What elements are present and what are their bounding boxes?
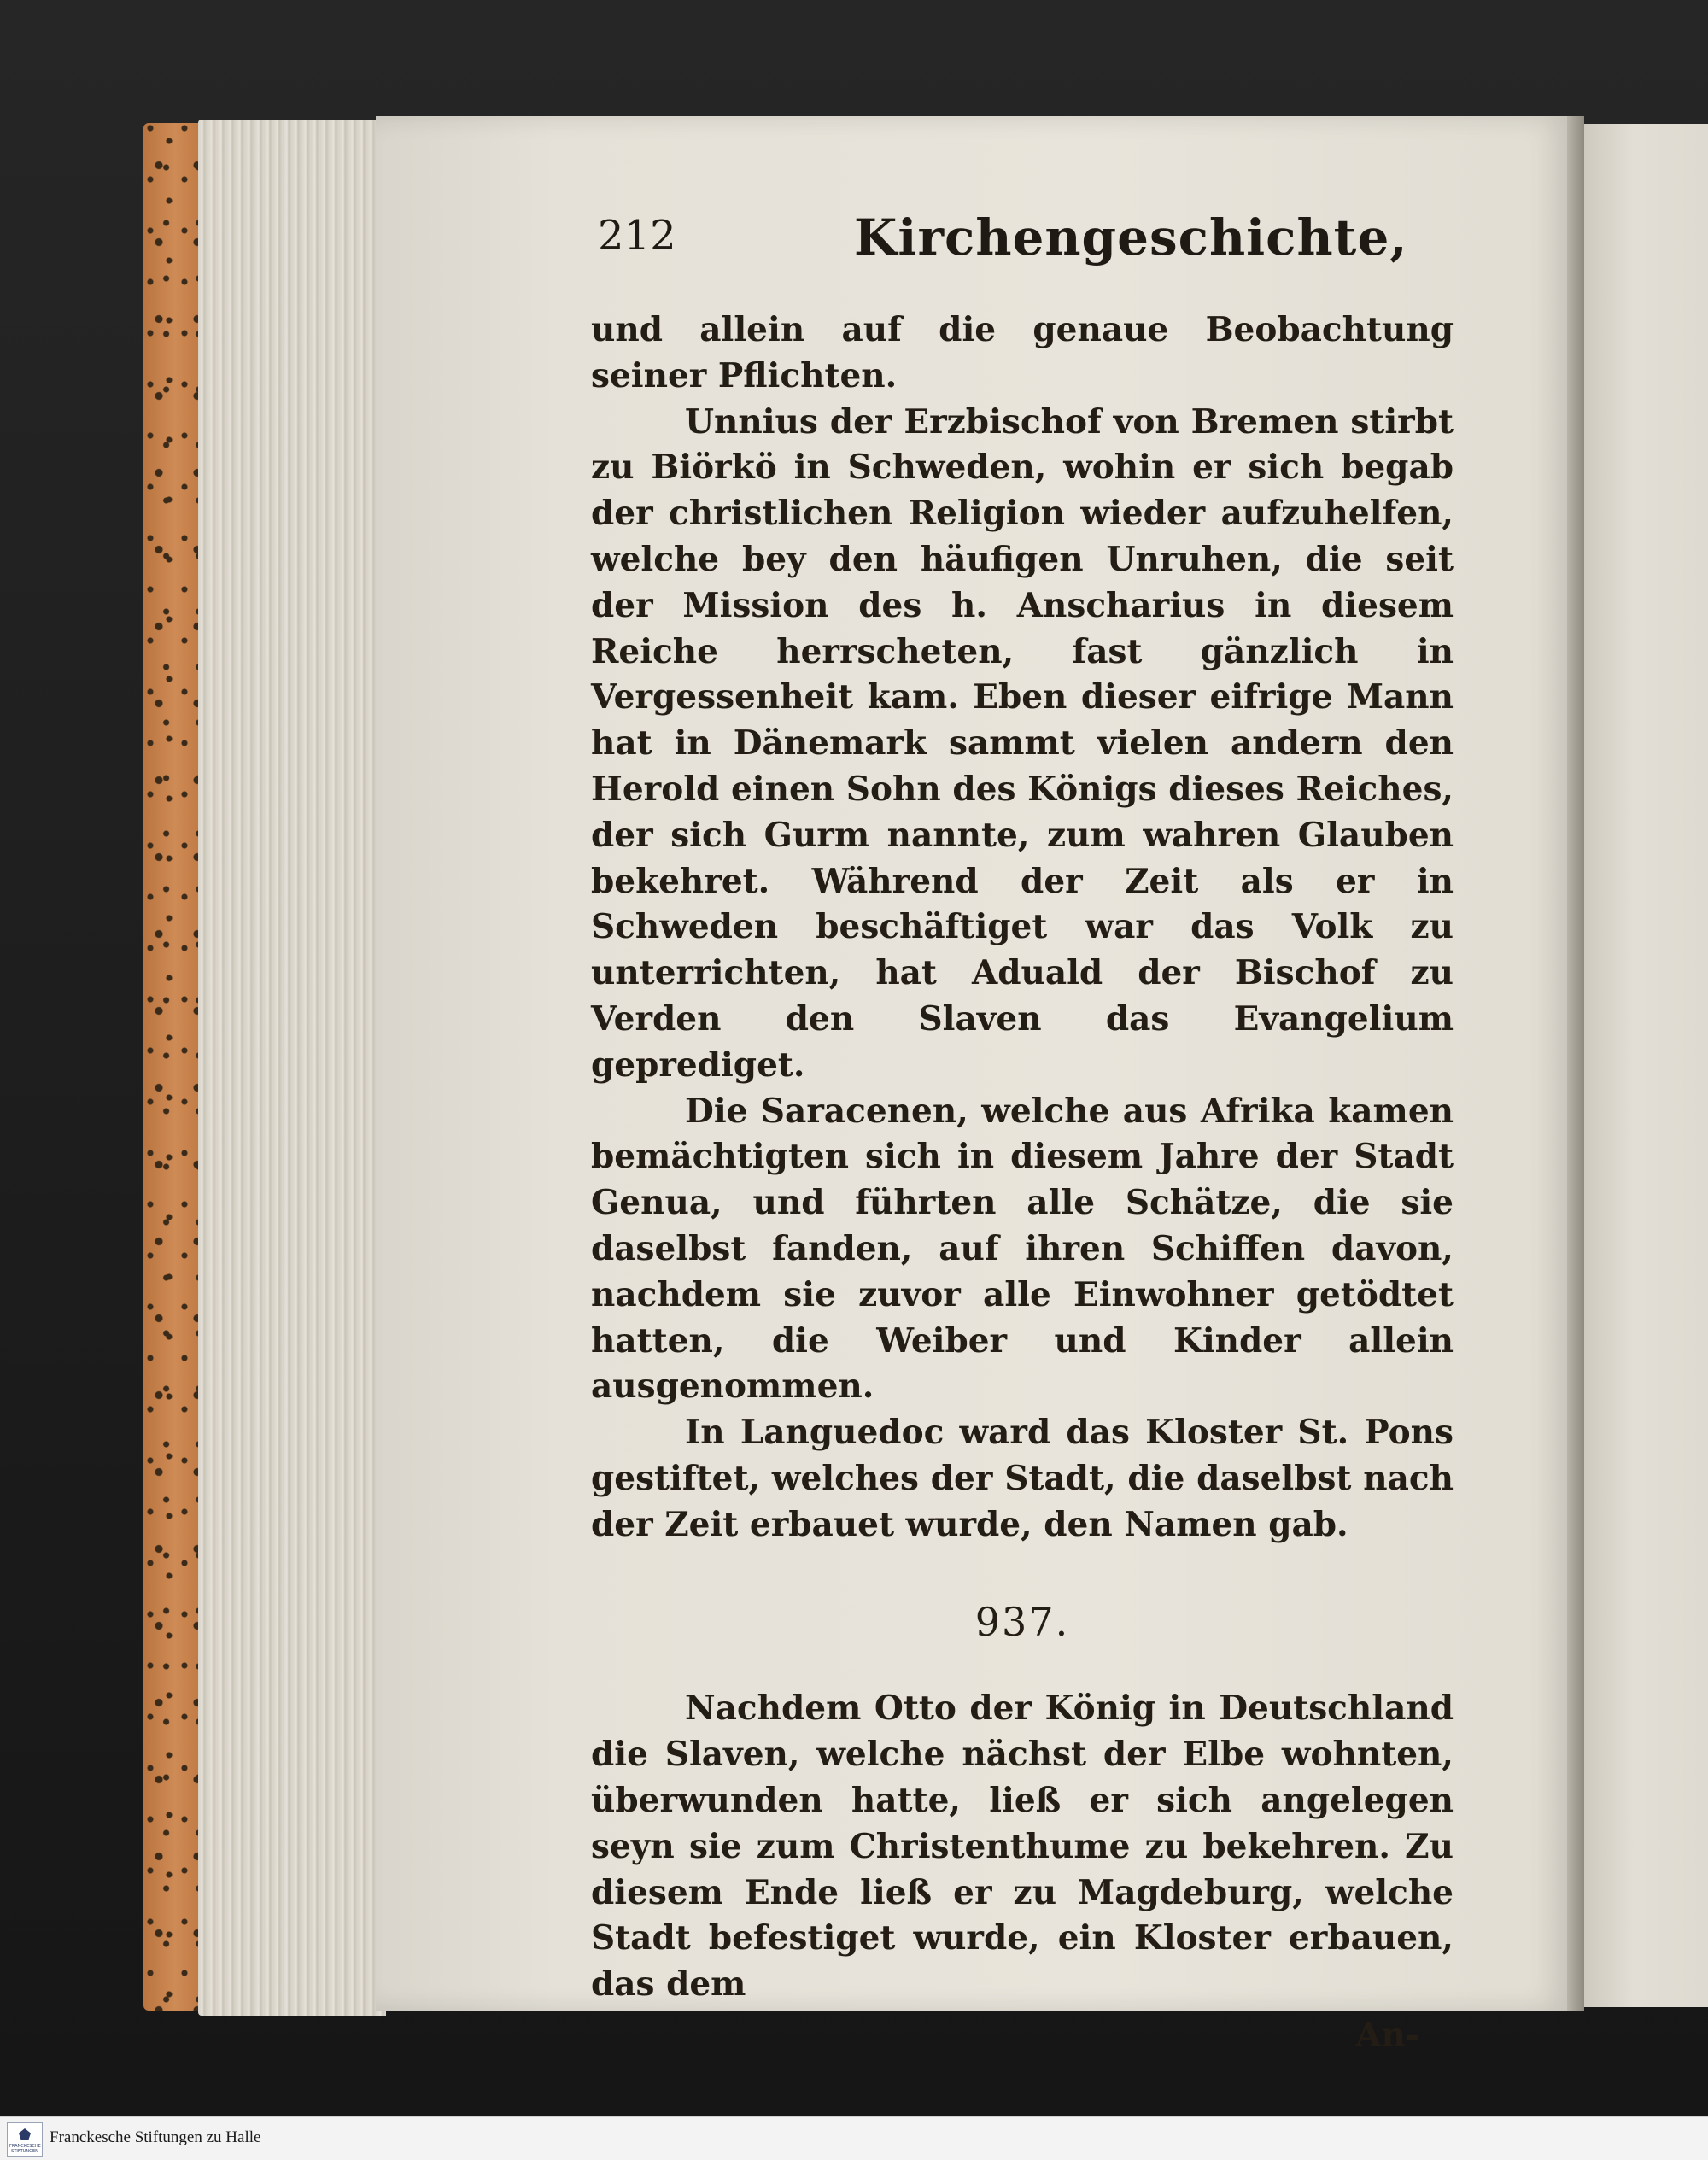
running-head [598, 208, 1408, 289]
year-heading: 937. [974, 1598, 1070, 1645]
page-number: 212 [598, 212, 676, 260]
paragraph-continuation: und allein auf die genaue Beobachtung seiner Pflichten. [591, 310, 1454, 395]
logo-text: FRANCKESCHE STIFTUNGEN [9, 2144, 41, 2154]
paragraph-languedoc: In Languedoc ward das Kloster St. Pons gestiftet, welches der Stadt, die daselbst nach der Zeit erbauet wurde, den Namen gab. [591, 1413, 1454, 1544]
paragraph-otto: Nachdem Otto der König in Deutschland die Slaven, welche nächst der Elbe wohnten, überwunden hatte, ließ er sich angelegen seyn sie zum Christenthume zu bekehren. Zu diesem Ende ließ er zu Magdeburg, welche Stadt befestiget wurde, ein Kloster erbauen, das dem [591, 1689, 1454, 2005]
footer-bar [0, 2116, 1708, 2160]
logo-emblem-icon [19, 2128, 31, 2140]
paragraph-saracenen: Die Saracenen, welche aus Afrika kamen bemächtigten sich in diesem Jahre der Stadt Genua, und führten alle Schätze, die sie daselbst fanden, auf ihren Schiffen davon, nachdem sie zuvor alle Einwohner getödtet hatten, die Weiber und Kinder allein ausgenommen. [591, 1091, 1454, 1407]
page-text-block [591, 307, 1454, 2059]
facing-page-edge [1584, 124, 1708, 2007]
book-gutter [1567, 116, 1584, 2011]
paragraph-unnius: Unnius der Erzbischof von Bremen stirbt zu Biörkö in Schweden, wohin er sich begab der christlichen Religion wieder aufzuhelfen, welche bey den häufigen Unruhen, die seit der Mission des h. Anscharius in diesem Reiche herrscheten, fast gänzlich in Vergessenheit kam. Eben dieser eifrige Mann hat in Dänemark sammt vielen andern den Herold einen Sohn des Königs dieses Reiches, der sich Gurm nannte, zum wahren Glauben bekehret. Während der Zeit als er in Schweden beschäftiget war das Volk zu unterrichten, hat Aduald der Bischof zu Verden den Slaven das Evangelium geprediget. [591, 401, 1454, 1085]
running-head-title: Kirchengeschichte, [854, 208, 1408, 266]
catchword: An- [1355, 2015, 1419, 2055]
institution-logo[interactable] [7, 2122, 43, 2157]
institution-label: Franckesche Stiftungen zu Halle [50, 2128, 261, 2146]
page-stack-edges [198, 120, 386, 2016]
